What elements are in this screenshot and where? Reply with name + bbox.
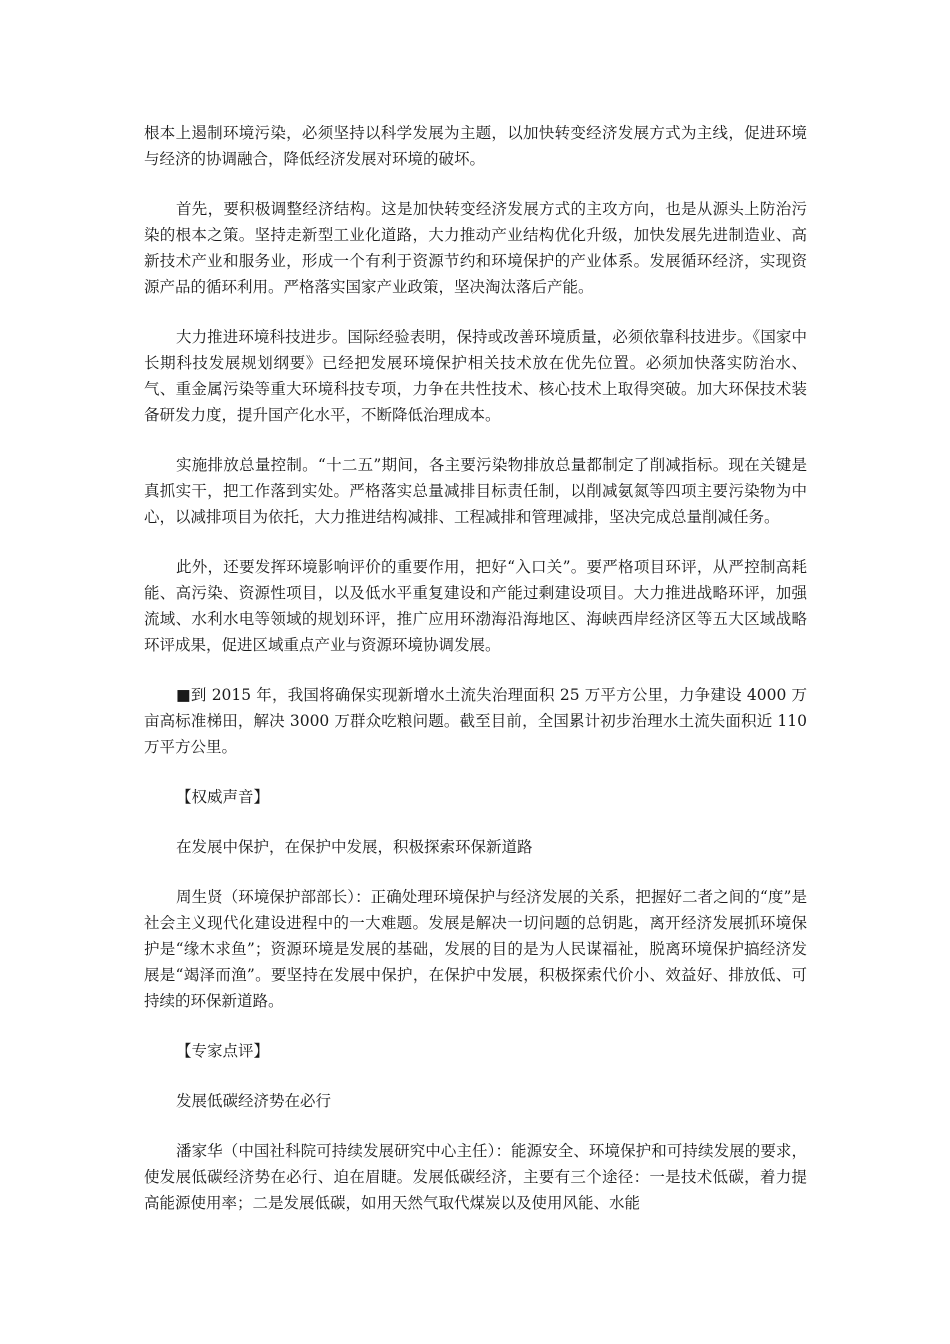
section-heading-authority: 【权威声音】 xyxy=(176,788,270,806)
subheading-authority: 在发展中保护，在保护中发展，积极探索环保新道路 xyxy=(176,838,533,856)
paragraph-economic-structure: 首先，要积极调整经济结构。这是加快转变经济发展方式的主攻方向，也是从源头上防治污染的根本之策。坚持走新型工业化道路，大力推动产业结构优化升级，加快发展先进制造业、高新技术产业和服务业，形成一个有利于资源节约和环境保护的产业体系。发展循环经济，实现资源产品的循环利用。严格落实国家产业政策，坚决淘汰落后产能。 xyxy=(144,200,807,296)
paragraph-minister-quote: 周生贤（环境保护部部长）：正确处理环境保护与经济发展的关系，把握好二者之间的“度”是社会主义现代化建设进程中的一大难题。发展是解决一切问题的总钥匙，离开经济发展抓环境保护是“缘木求鱼”；资源环境是发展的基础，发展的目的是为人民谋福祉，脱离环境保护搞经济发展是“竭泽而渔”。要坚持在发展中保护，在保护中发展，积极探索代价小、效益好、排放低、可持续的环保新道路。 xyxy=(144,888,807,1010)
paragraph-continuation: 根本上遏制环境污染，必须坚持以科学发展为主题，以加快转变经济发展方式为主线，促进环境与经济的协调融合，降低经济发展对环境的破坏。 xyxy=(144,124,807,168)
paragraph-environmental-tech: 大力推进环境科技进步。国际经验表明，保持或改善环境质量，必须依靠科技进步。《国家中长期科技发展规划纲要》已经把发展环境保护相关技术放在优先位置。必须加快落实防治水、气、重金属污染等重大环境科技专项，力争在共性技术、核心技术上取得突破。加大环保技术装备研发力度，提升国产化水平，不断降低治理成本。 xyxy=(144,328,807,424)
section-heading-expert: 【专家点评】 xyxy=(176,1042,270,1060)
subheading-expert: 发展低碳经济势在必行 xyxy=(176,1092,332,1110)
paragraph-impact-assessment: 此外，还要发挥环境影响评价的重要作用，把好“入口关”。要严格项目环评，从严控制高耗能、高污染、资源性项目，以及低水平重复建设和产能过剩建设项目。大力推进战略环评，加强流域、水利水电等领域的规划环评，推广应用环渤海沿海地区、海峡西岸经济区等五大区域战略环评成果，促进区域重点产业与资源环境协调发展。 xyxy=(144,558,807,654)
paragraph-emission-control: 实施排放总量控制。“十二五”期间，各主要污染物排放总量都制定了削减指标。现在关键是真抓实干，把工作落到实处。严格落实总量减排目标责任制，以削减氨氮等四项主要污染物为中心，以减排项目为依托，大力推进结构减排、工程减排和管理减排，坚决完成总量削减任务。 xyxy=(144,456,807,526)
paragraph-soil-erosion-fact: ■到 2015 年，我国将确保实现新增水土流失治理面积 25 万平方公里，力争建设 4000 万亩高标准梯田，解决 3000 万群众吃粮问题。截至目前，全国累计初步治理水土流失面积近 110 万平方公里。 xyxy=(144,686,807,756)
document-body xyxy=(144,120,807,1240)
paragraph-expert-quote: 潘家华（中国社科院可持续发展研究中心主任）：能源安全、环境保护和可持续发展的要求，使发展低碳经济势在必行、迫在眉睫。发展低碳经济，主要有三个途径：一是技术低碳，着力提高能源使用率；二是发展低碳，如用天然气取代煤炭以及使用风能、水能 xyxy=(144,1142,807,1212)
